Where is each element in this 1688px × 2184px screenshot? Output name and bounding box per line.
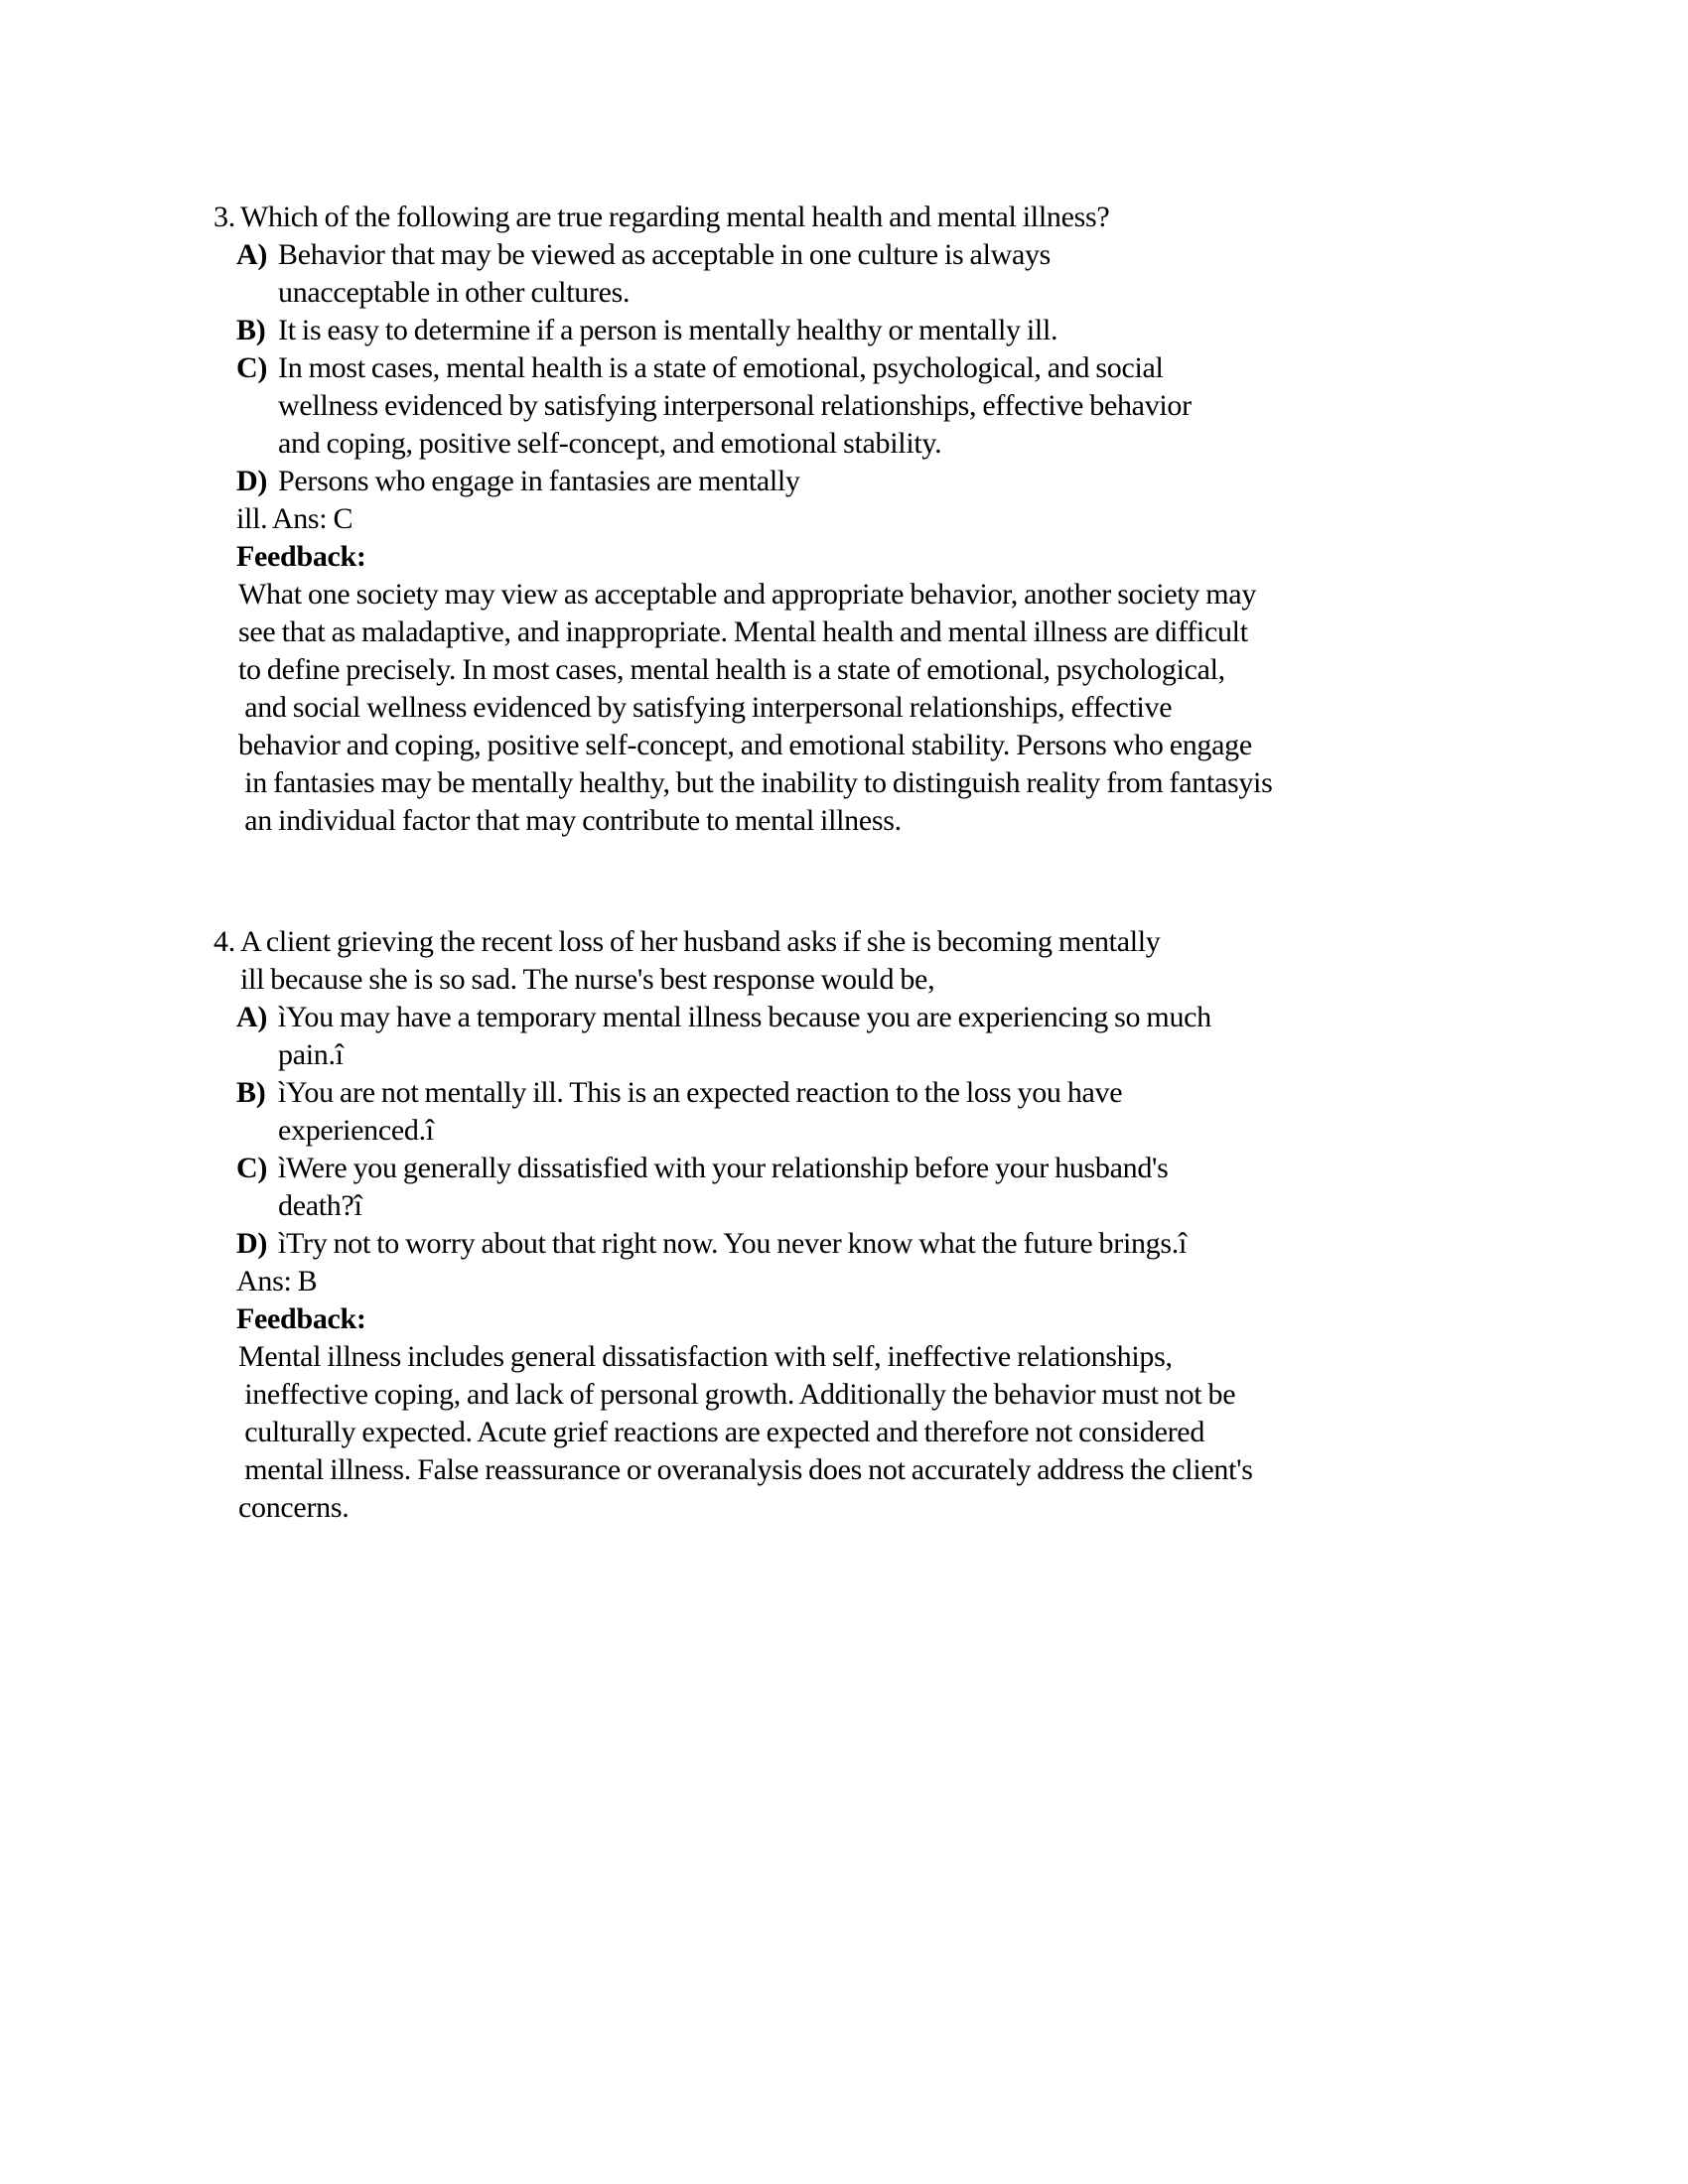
question-stem bbox=[240, 199, 1663, 236]
option-line: and coping, positive self-concept, and emotional stability. bbox=[278, 427, 942, 460]
option-line: wellness evidenced by satisfying interpersonal relationships, effective behavior bbox=[278, 389, 1192, 422]
question-stem bbox=[240, 923, 1663, 999]
option-line: ìWere you generally dissatisfied with your relationship before your husband's bbox=[278, 1152, 1169, 1184]
option-line: In most cases, mental health is a state of emotional, psychological, and social bbox=[278, 351, 1164, 384]
option-d bbox=[236, 463, 1663, 500]
option-letter: B) bbox=[236, 314, 266, 346]
question-stem-row bbox=[213, 923, 1663, 999]
question-number: 4. bbox=[213, 925, 235, 958]
option-a bbox=[236, 999, 1663, 1074]
option-line: death?î bbox=[278, 1189, 362, 1222]
option-text bbox=[278, 349, 1663, 463]
option-line: experienced.î bbox=[278, 1114, 434, 1147]
option-line: Behavior that may be viewed as acceptable in one culture is always bbox=[278, 238, 1052, 271]
question-stem-row bbox=[213, 199, 1663, 236]
option-line: unacceptable in other cultures. bbox=[278, 276, 631, 309]
option-letter: D) bbox=[236, 465, 268, 497]
option-text bbox=[278, 236, 1663, 312]
option-letter: A) bbox=[236, 238, 268, 271]
feedback-line: What one society may view as acceptable and appropriate behavior, another society may bbox=[238, 578, 1257, 611]
feedback-line: an individual factor that may contribute to mental illness. bbox=[238, 804, 902, 837]
option-c bbox=[236, 1150, 1663, 1225]
option-line: ìYou may have a temporary mental illness because you are experiencing so much bbox=[278, 1001, 1211, 1033]
answer-line: Ans: B bbox=[236, 1265, 318, 1297]
option-text bbox=[278, 463, 1663, 500]
option-text bbox=[278, 999, 1663, 1074]
option-c bbox=[236, 349, 1663, 463]
answer-line: ill. Ans: C bbox=[236, 502, 353, 535]
option-text bbox=[278, 1225, 1663, 1263]
stem-line: ill because she is so sad. The nurse's best response would be, bbox=[240, 963, 935, 996]
option-text bbox=[278, 312, 1663, 349]
feedback-line: see that as maladaptive, and inappropriate. Mental health and mental illness are difficult bbox=[238, 615, 1248, 648]
option-letter: B) bbox=[236, 1076, 266, 1109]
question-block bbox=[213, 923, 1663, 1527]
feedback-line: concerns. bbox=[238, 1491, 350, 1524]
stem-line: A client grieving the recent loss of her husband asks if she is becoming mentally bbox=[240, 925, 1161, 958]
stem-line: Which of the following are true regarding mental health and mental illness? bbox=[240, 201, 1110, 233]
option-line: pain.î bbox=[278, 1038, 344, 1071]
option-b bbox=[236, 1074, 1663, 1150]
option-line: ìTry not to worry about that right now. You never know what the future brings.î bbox=[278, 1227, 1187, 1260]
option-b bbox=[236, 312, 1663, 349]
option-line: Persons who engage in fantasies are mentally bbox=[278, 465, 800, 497]
option-letter: C) bbox=[236, 1152, 268, 1184]
feedback-line: behavior and coping, positive self-concept, and emotional stability. Persons who engage bbox=[238, 729, 1252, 761]
option-text bbox=[278, 1074, 1663, 1150]
feedback-line: mental illness. False reassurance or overanalysis does not accurately address the client's bbox=[238, 1453, 1253, 1486]
option-text bbox=[278, 1150, 1663, 1225]
feedback-paragraph bbox=[238, 1338, 1663, 1527]
feedback-label: Feedback: bbox=[236, 1302, 366, 1335]
option-line: It is easy to determine if a person is mentally healthy or mentally ill. bbox=[278, 314, 1058, 346]
option-letter: C) bbox=[236, 351, 268, 384]
option-letter: D) bbox=[236, 1227, 268, 1260]
feedback-paragraph bbox=[238, 576, 1663, 840]
feedback-line: and social wellness evidenced by satisfying interpersonal relationships, effective bbox=[238, 691, 1173, 724]
option-d bbox=[236, 1225, 1663, 1263]
questions-container bbox=[213, 199, 1663, 1527]
feedback-line: in fantasies may be mentally healthy, but the inability to distinguish reality from fantasyis bbox=[238, 766, 1273, 799]
option-a bbox=[236, 236, 1663, 312]
feedback-line: ineffective coping, and lack of personal growth. Additionally the behavior must not be bbox=[238, 1378, 1236, 1411]
question-block bbox=[213, 199, 1663, 840]
option-line: ìYou are not mentally ill. This is an expected reaction to the loss you have bbox=[278, 1076, 1123, 1109]
feedback-line: to define precisely. In most cases, mental health is a state of emotional, psychological, bbox=[238, 653, 1225, 686]
option-letter: A) bbox=[236, 1001, 268, 1033]
feedback-line: Mental illness includes general dissatisfaction with self, ineffective relationships, bbox=[238, 1340, 1173, 1373]
feedback-line: culturally expected. Acute grief reactions are expected and therefore not considered bbox=[238, 1416, 1205, 1448]
feedback-label: Feedback: bbox=[236, 540, 366, 573]
question-number: 3. bbox=[213, 201, 235, 233]
